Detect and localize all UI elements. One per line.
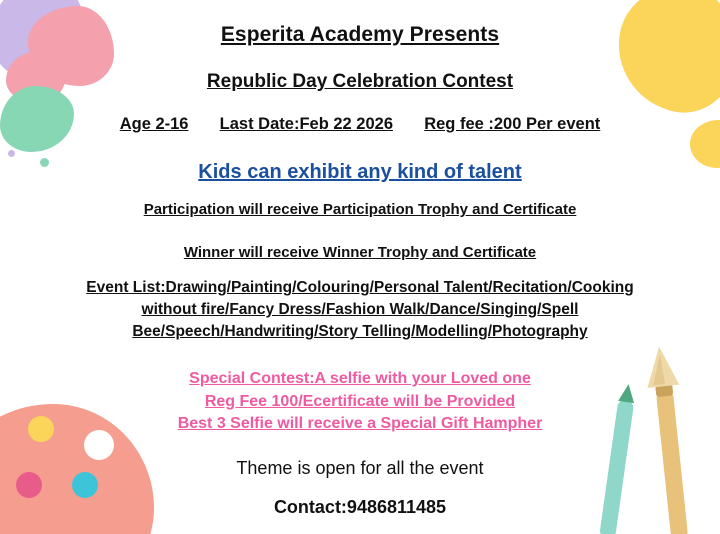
participation-reward-text: Participation will receive Participation Trophy and Certificate: [143, 201, 577, 218]
contest-title-heading: [0, 70, 720, 94]
contact-number: Contact:9486811485: [273, 497, 447, 517]
event-list-line-1: Event List:Drawing/Painting/Colouring/Personal Talent/Recitation/Cooking: [86, 279, 634, 296]
paint-dot-purple-icon: [8, 150, 15, 157]
event-list-block: [0, 277, 720, 343]
talent-tagline-text: Kids can exhibit any kind of talent: [198, 161, 522, 183]
winner-reward-line: [0, 244, 720, 263]
event-list-line-3: Bee/Speech/Handwriting/Story Telling/Modelling/Photography: [132, 323, 588, 340]
academy-presents-heading: [0, 22, 720, 48]
contest-title-text: Republic Day Celebration Contest: [206, 71, 514, 92]
special-contest-line-1: Special Contest:A selfie with your Loved one: [189, 370, 531, 387]
yellow-blob-icon: [606, 0, 720, 122]
participation-reward-line: [0, 201, 720, 220]
winner-reward-text: Winner will receive Winner Trophy and Certificate: [183, 244, 537, 261]
special-contest-line-3: Best 3 Selfie will receive a Special Gift Hampher: [177, 415, 543, 433]
age-range-text: Age 2-16: [119, 115, 189, 133]
event-list-line-2: without fire/Fancy Dress/Fashion Walk/Dance/Singing/Spell: [141, 301, 579, 318]
last-date-text: Last Date:Feb 22 2026: [219, 115, 394, 133]
event-meta-row: [0, 114, 720, 134]
theme-note: Theme is open for all the event: [236, 458, 484, 478]
registration-fee-text: Reg fee :200 Per event: [424, 115, 601, 133]
academy-presents-text: Esperita Academy Presents: [220, 23, 500, 46]
special-contest-line-2: Reg Fee 100/Ecertificate will be Provided: [204, 392, 516, 410]
talent-tagline: [0, 160, 720, 185]
special-contest-block: [0, 368, 720, 436]
